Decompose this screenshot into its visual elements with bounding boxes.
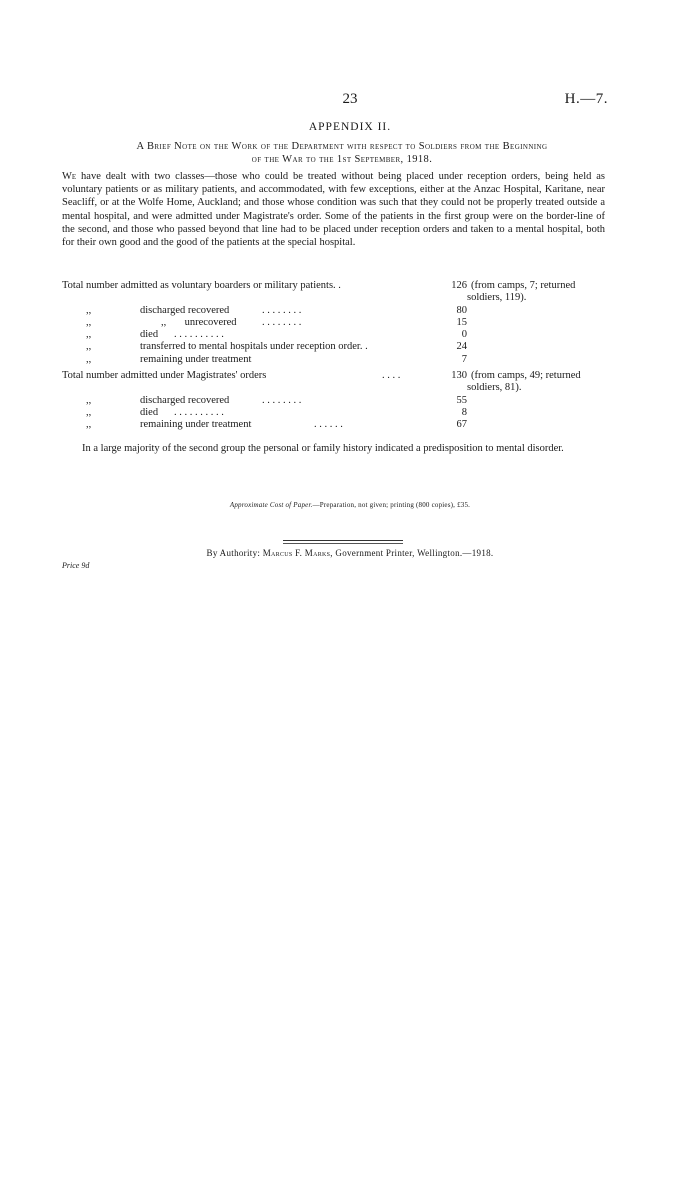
cost-label: Approximate Cost of Paper.	[229, 501, 313, 509]
note-title-line-2: of the War to the 1st September, 1918.	[251, 154, 433, 165]
table-row	[62, 341, 607, 353]
note-title-line-1: A Brief Note on the Work of the Department with respect to Soldiers from the Beginning	[136, 141, 548, 152]
authority-details: , Government Printer, Wellington.—1918.	[330, 548, 494, 558]
magistrate-total-row-cont	[62, 382, 607, 394]
leader-dots: . . . . . . . . . .	[174, 329, 224, 341]
row-label: died	[140, 406, 159, 418]
divider-rule	[283, 540, 403, 541]
leader-dots: . . . .	[382, 370, 401, 381]
document-reference: H.—7.	[564, 91, 608, 107]
body-paragraph	[62, 170, 605, 249]
table-row	[62, 354, 607, 366]
printer-authority-line	[0, 548, 700, 558]
row-label: discharged recovered	[140, 394, 230, 406]
appendix-heading: APPENDIX II.	[308, 121, 392, 133]
page-number: 23	[342, 91, 358, 107]
leader-dots: . . . . . .	[314, 419, 343, 431]
voluntary-total-row	[62, 280, 607, 292]
body-lead-word: We	[62, 171, 77, 182]
authority-prefix: By Authority:	[206, 548, 263, 558]
ditto-mark: ,,	[86, 353, 92, 365]
cost-details: —Preparation, not given; printing (800 copies), £35.	[312, 501, 471, 509]
row-value: 24	[456, 341, 467, 353]
table-row	[62, 395, 607, 407]
printer-name: Marcus F. Marks	[262, 548, 331, 558]
row-label: ,, unrecovered	[140, 316, 237, 328]
row-note: (from camps, 7; returned	[471, 280, 576, 291]
row-label: remaining under treatment	[140, 419, 252, 431]
divider-rule-thin	[283, 543, 403, 544]
table-row	[62, 305, 607, 317]
note-title	[62, 140, 622, 166]
row-label: transferred to mental hospitals under reception order. .	[140, 341, 368, 353]
ditto-mark: ,,	[86, 316, 92, 328]
body-text: have dealt with two classes—those who could be treated without being placed under reception orders, being held as voluntary patients or as military patients, and accommodated, with few exceptions, either at the Anzac Hospital, Karitane, near Seacliff, or at the Wolfe Home, Auckland; and those whose condition was such that they could not be properly treated outside a mental hospital, and were admitted under Magistrate's order. Some of the patients in the first group were on the border-line of the second, and those who passed beyond that line had to be placed under reception orders and taken to a mental hospital, both for their own good and the good of the patients at the special hospital.	[62, 171, 605, 249]
leader-dots: . . . . . . . .	[262, 316, 302, 328]
table-row	[62, 407, 607, 419]
ditto-mark: ,,	[86, 341, 92, 353]
magistrate-total-row	[62, 370, 607, 382]
leader-dots: . . . . . . . . . .	[174, 406, 224, 418]
row-value: 15	[456, 316, 467, 328]
row-note-cont: soldiers, 81).	[467, 382, 522, 394]
row-value: 80	[456, 304, 467, 316]
row-label: Total number admitted under Magistrates' orders	[62, 370, 267, 381]
table-row	[62, 317, 607, 329]
cost-of-paper-line	[0, 501, 700, 509]
row-value: 55	[456, 394, 467, 406]
row-note-cont: soldiers, 119).	[467, 292, 527, 304]
row-value: 130	[451, 370, 467, 381]
row-label: died	[140, 329, 159, 341]
voluntary-patients-table	[62, 280, 607, 366]
row-value: 0	[461, 329, 467, 341]
magistrate-orders-table	[62, 370, 607, 431]
ditto-mark: ,,	[86, 406, 92, 418]
table-row	[62, 419, 607, 431]
row-value: 67	[456, 419, 467, 431]
leader-dots: . . . . . . . .	[262, 304, 302, 316]
row-label: Total number admitted as voluntary boarders or military patients. .	[62, 280, 341, 291]
price-label: Price 9d	[62, 561, 90, 570]
ditto-mark: ,,	[86, 394, 92, 406]
closing-paragraph: In a large majority of the second group the personal or family history indicated a predisposition to mental disorder.	[82, 443, 564, 454]
row-value: 8	[461, 406, 467, 418]
table-row	[62, 329, 607, 341]
row-label: remaining under treatment	[140, 353, 252, 365]
row-label: discharged recovered	[140, 304, 230, 316]
ditto-mark: ,,	[86, 329, 92, 341]
row-value: 126	[451, 280, 467, 291]
row-value: 7	[461, 353, 467, 365]
voluntary-total-row-cont	[62, 292, 607, 304]
row-note: (from camps, 49; returned	[471, 370, 581, 381]
leader-dots: . . . . . . . .	[262, 394, 302, 406]
ditto-mark: ,,	[86, 419, 92, 431]
ditto-mark: ,,	[86, 304, 92, 316]
